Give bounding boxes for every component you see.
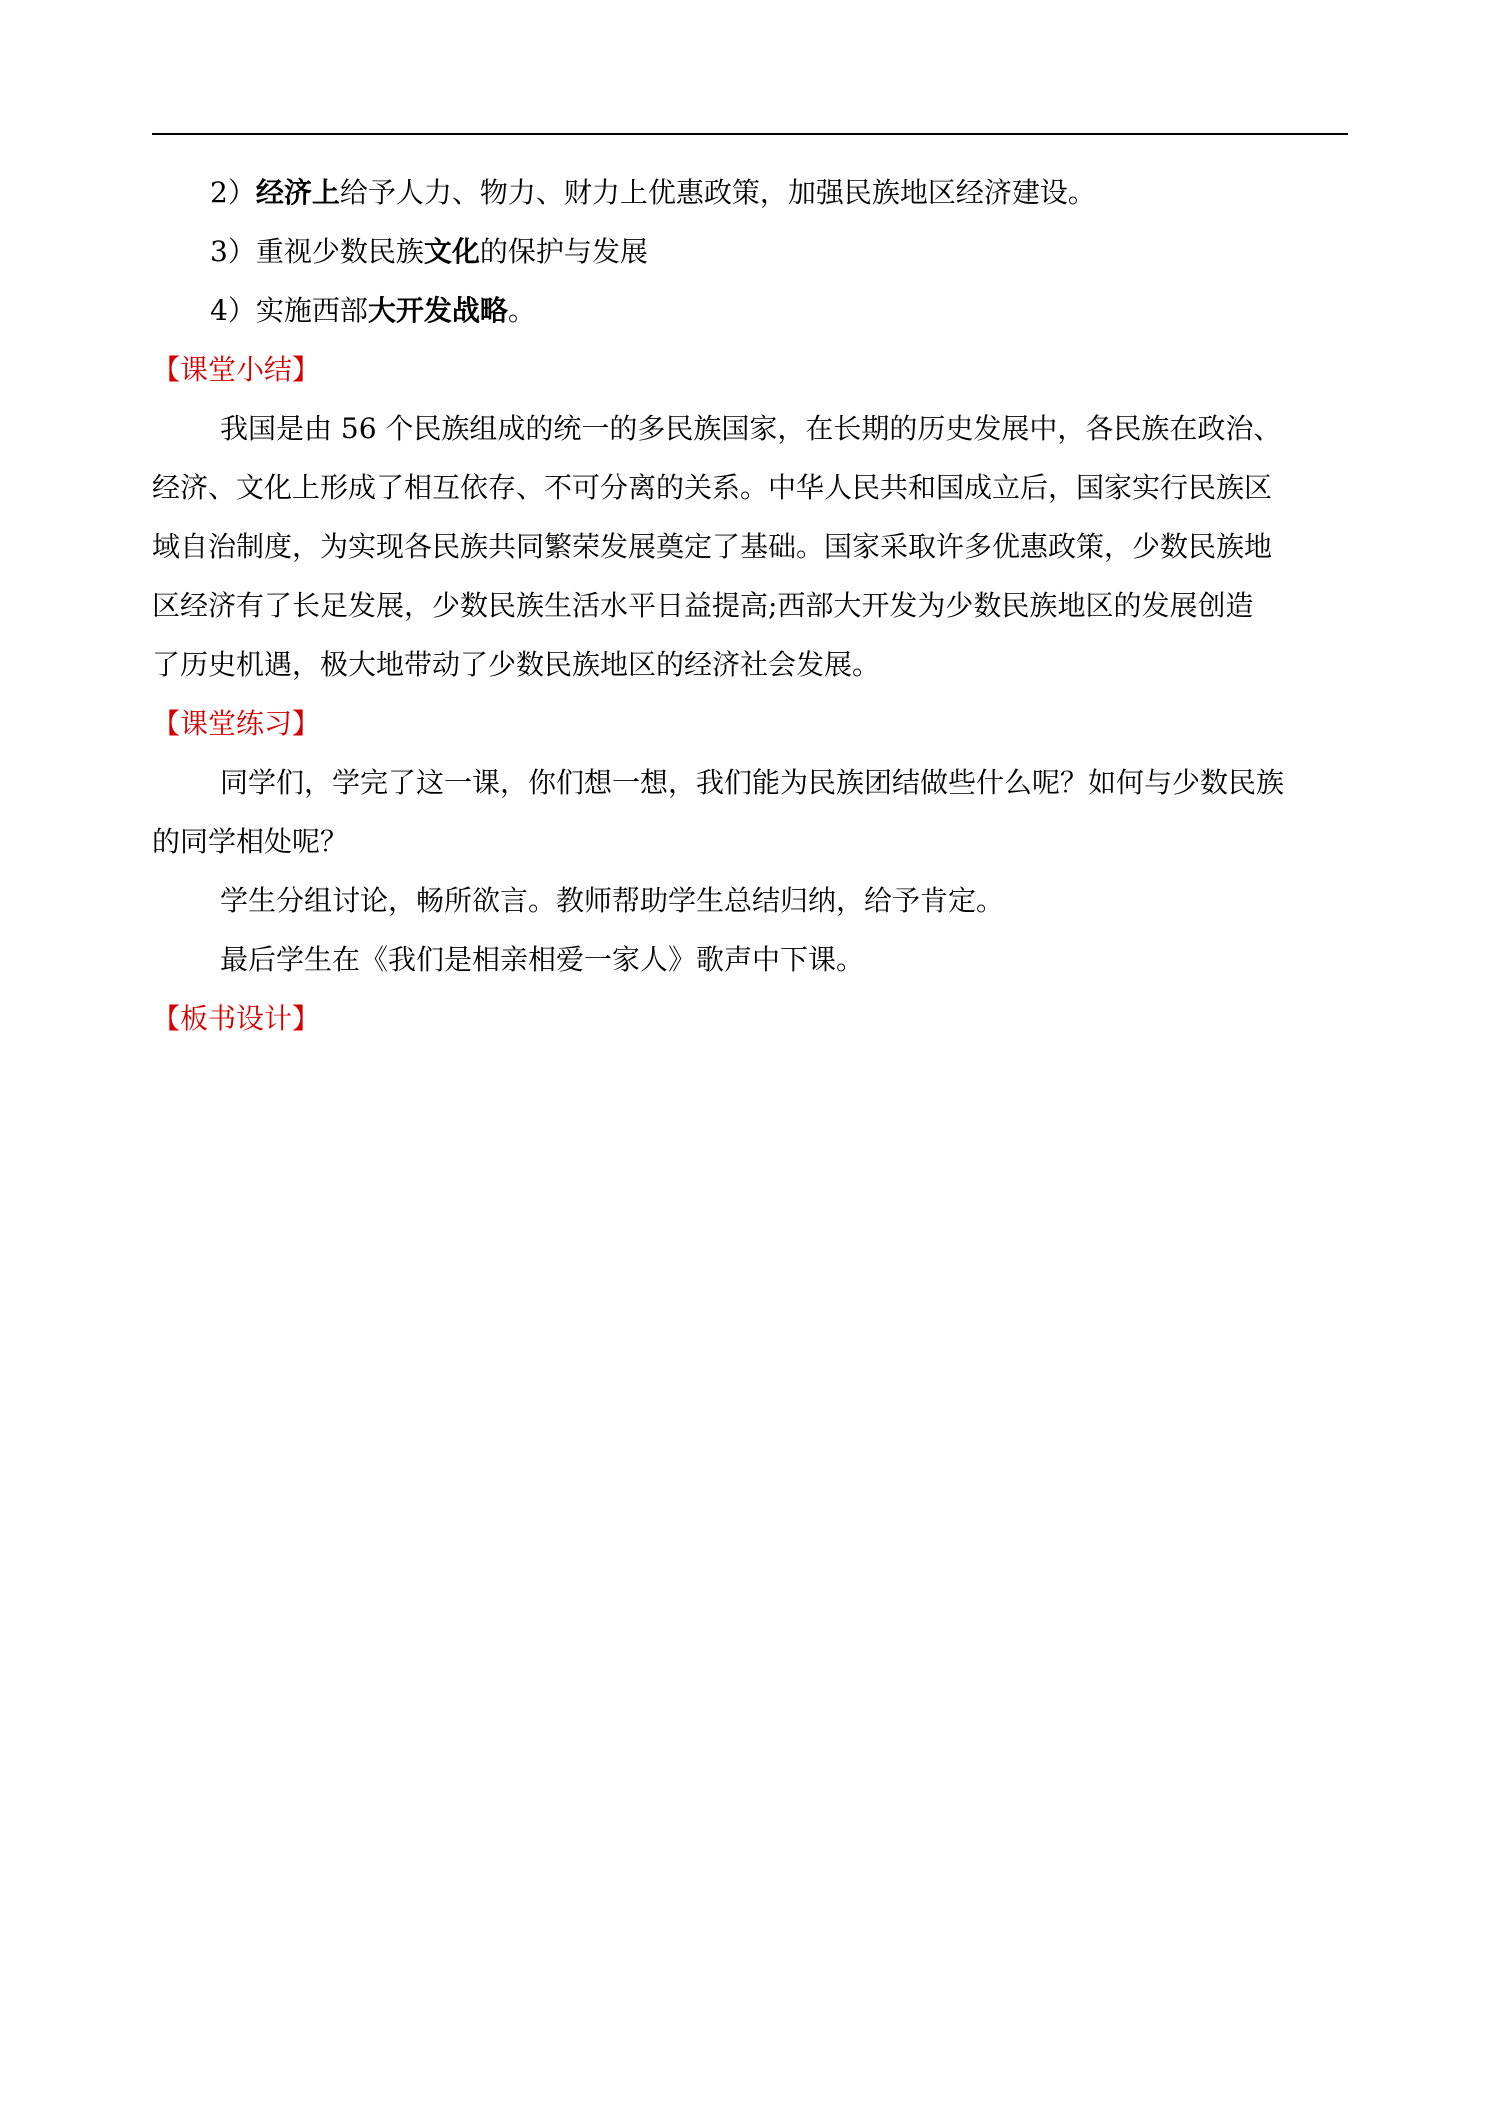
header-rule [152,133,1348,135]
measure-culture-keyword: 文化 [423,235,480,268]
summary-line: 域自治制度，为实现各民族共同繁荣发展奠定了基础。国家采取许多优惠政策，少数民族地 [152,530,1273,563]
practice-closing: 最后学生在《我们是相亲相爱一家人》歌声中下课。 [220,943,865,976]
practice-discussion: 学生分组讨论，畅所欲言。教师帮助学生总结归纳，给予肯定。 [220,884,1005,917]
practice-question-line: 的同学相处呢？ [152,825,349,858]
practice-question [152,753,1348,871]
measure-strategy: 4）实施西部大开发战略。 [210,294,536,327]
summary-paragraph [152,399,1348,694]
summary-line: 了历史机遇，极大地带动了少数民族地区的经济社会发展。 [152,648,881,681]
measure-culture: 3）重视少数民族文化的保护与发展 [210,235,648,268]
measure-economy-keyword: 经济上 [255,176,340,209]
document-body [152,163,1348,1048]
summary-line: 区经济有了长足发展，少数民族生活水平日益提高;西部大开发为少数民族地区的发展创造 [152,589,1254,622]
practice-heading: 【课堂练习】 [152,707,321,740]
board-design-heading: 【板书设计】 [152,1002,321,1035]
summary-line: 经济、文化上形成了相互依存、不可分离的关系。中华人民共和国成立后，国家实行民族区 [152,471,1273,504]
practice-question-line: 同学们，学完了这一课，你们想一想，我们能为民族团结做些什么呢？如何与少数民族 [220,766,1285,799]
measure-strategy-keyword: 大开发战略 [367,294,508,327]
measure-economy: 2）经济上给予人力、物力、财力上优惠政策，加强民族地区经济建设。 [210,176,1096,209]
summary-heading: 【课堂小结】 [152,353,321,386]
summary-line: 我国是由 56 个民族组成的统一的多民族国家，在长期的历史发展中，各民族在政治、 [220,412,1282,445]
